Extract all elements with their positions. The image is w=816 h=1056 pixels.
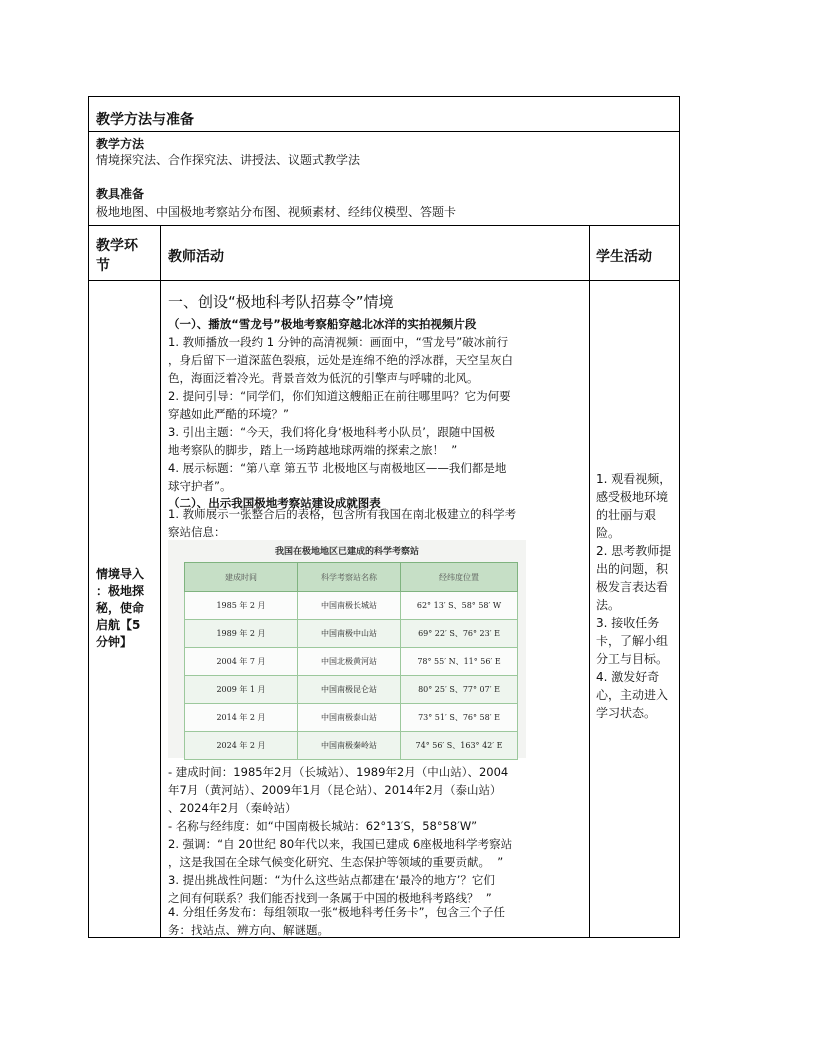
teacher-subheading: （一）、播放“雪龙号”极地考察船穿越北冰洋的实拍视频片段	[168, 317, 477, 331]
student-step: 4. 激发好奇心，主动进入学习状态。	[596, 670, 669, 720]
station-table-title: 我国在极地地区已建成的科学考察站	[274, 547, 419, 557]
materials-text: 极地地图、中国极地考察站分布图、视频素材、经纬仪模型、答题卡	[96, 205, 457, 219]
methods-heading: 教学方法	[96, 137, 145, 151]
teacher-paragraph: - 名称与经纬度：如“中国南极长城站：62°13′S，58°58′W”	[168, 819, 478, 833]
stage-line: 情境导入	[96, 567, 145, 581]
station-name: 中国南极泰山站	[298, 704, 401, 732]
column-header-stage-cont: 节	[96, 258, 110, 274]
student-step: 2. 思考教师提出的问题，积极发言表达看法。	[596, 544, 672, 612]
column-divider	[589, 225, 590, 938]
station-table	[184, 562, 518, 760]
teacher-paragraph: 1. 教师播放一段约 1 分钟的高清视频：画面中，“雪龙号”破冰前行 ，身后留下一道深蓝色裂痕，远处是连绵不绝的浮冰群，天空呈灰白 色，海面泛着冷光。背景音效为低沉的引擎声与呼啸的北风。	[168, 335, 513, 385]
table-row	[185, 704, 518, 732]
table-row	[185, 676, 518, 704]
table-row	[185, 648, 518, 676]
student-step: 1. 观看视频，感受极地环境的壮丽与艰险。	[596, 472, 672, 540]
section-title: 教学方法与准备	[96, 112, 194, 128]
teacher-paragraph: 3. 提出挑战性问题：“为什么这些站点都建在‘最冷的地方’？它们 之间有何联系？我们能否找到一条属于中国的极地科考路线？ ”	[168, 873, 495, 905]
station-coords: 69° 22′ S、76° 23′ E	[401, 620, 518, 648]
methods-text: 情境探究法、合作探究法、讲授法、议题式教学法	[96, 153, 361, 167]
teacher-paragraph: 2. 提问引导：“同学们，你们知道这艘船正在前往哪里吗？它为何要 穿越如此严酷的环境？”	[168, 389, 511, 421]
stage-line: ：极地探	[96, 584, 145, 598]
row-divider	[88, 131, 680, 132]
stage-line: 启航【5	[96, 618, 141, 632]
station-coords: 74° 56′ S、163° 42′ E	[401, 732, 518, 760]
column-header-student: 学生活动	[596, 249, 652, 265]
student-activity	[596, 470, 674, 722]
station-name: 中国北极黄河站	[298, 648, 401, 676]
station-date: 2009 年 1 月	[185, 676, 298, 704]
station-table-header: 建成时间	[185, 563, 298, 592]
stage-line: 秘，使命	[96, 601, 145, 615]
table-row	[185, 732, 518, 760]
station-date: 1989 年 2 月	[185, 620, 298, 648]
station-coords: 78° 55′ N、11° 56′ E	[401, 648, 518, 676]
column-header-stage: 教学环	[96, 238, 138, 254]
stage-line: 分钟】	[96, 635, 133, 649]
teacher-paragraph: 4. 展示标题：“第八章 第五节 北极地区与南极地区——我们都是地 球守护者”。	[168, 461, 507, 493]
student-step: 3. 接收任务卡，了解小组分工与目标。	[596, 616, 669, 666]
teacher-title: 一、创设“极地科考队招募令”情境	[168, 293, 394, 311]
teacher-paragraph: 1. 教师展示一张整合后的表格，包含所有我国在南北极建立的科学考 察站信息：	[168, 507, 517, 539]
station-coords: 80° 25′ S、77° 07′ E	[401, 676, 518, 704]
station-name: 中国南极秦岭站	[298, 732, 401, 760]
station-table-header: 科学考察站名称	[298, 563, 401, 592]
station-date: 1985 年 2 月	[185, 592, 298, 620]
station-name: 中国南极中山站	[298, 620, 401, 648]
station-date: 2004 年 7 月	[185, 648, 298, 676]
station-table-image	[168, 540, 526, 758]
teacher-subheading: （二）、出示我国极地考察站建设成就图表	[168, 496, 381, 510]
station-table-header: 经纬度位置	[401, 563, 518, 592]
row-divider	[88, 280, 680, 281]
column-divider	[160, 225, 161, 938]
station-name: 中国南极长城站	[298, 592, 401, 620]
station-coords: 73° 51′ S、76° 58′ E	[401, 704, 518, 732]
materials-heading: 教具准备	[96, 187, 145, 201]
row-divider	[88, 225, 680, 226]
station-date: 2014 年 2 月	[185, 704, 298, 732]
teacher-paragraph: 2. 强调：“自 20世纪 80年代以来，我国已建成 6座极地科学考察站 ，这是我国在全球气候变化研究、生态保护等领域的重要贡献。 ”	[168, 837, 513, 869]
station-name: 中国南极昆仑站	[298, 676, 401, 704]
teacher-paragraph: - 建成时间：1985年2月（长城站）、1989年2月（中山站）、2004 年7月（黄河站）、2009年1月（昆仑站）、2014年2月（泰山站） 、2024年2月（秦岭站）	[168, 765, 509, 815]
teacher-paragraph: 4. 分组任务发布：每组领取一张“极地科考任务卡”，包含三个子任 务：找站点、辨方向、解谜题。	[168, 905, 506, 937]
station-coords: 62° 13′ S、58° 58′ W	[401, 592, 518, 620]
teacher-paragraph: 3. 引出主题：“今天，我们将化身‘极地科考小队员’，跟随中国极 地考察队的脚步，踏上一场跨越地球两端的探索之旅！ ”	[168, 425, 495, 457]
station-date: 2024 年 2 月	[185, 732, 298, 760]
table-row	[185, 620, 518, 648]
table-row	[185, 592, 518, 620]
column-header-teacher: 教师活动	[168, 249, 224, 265]
